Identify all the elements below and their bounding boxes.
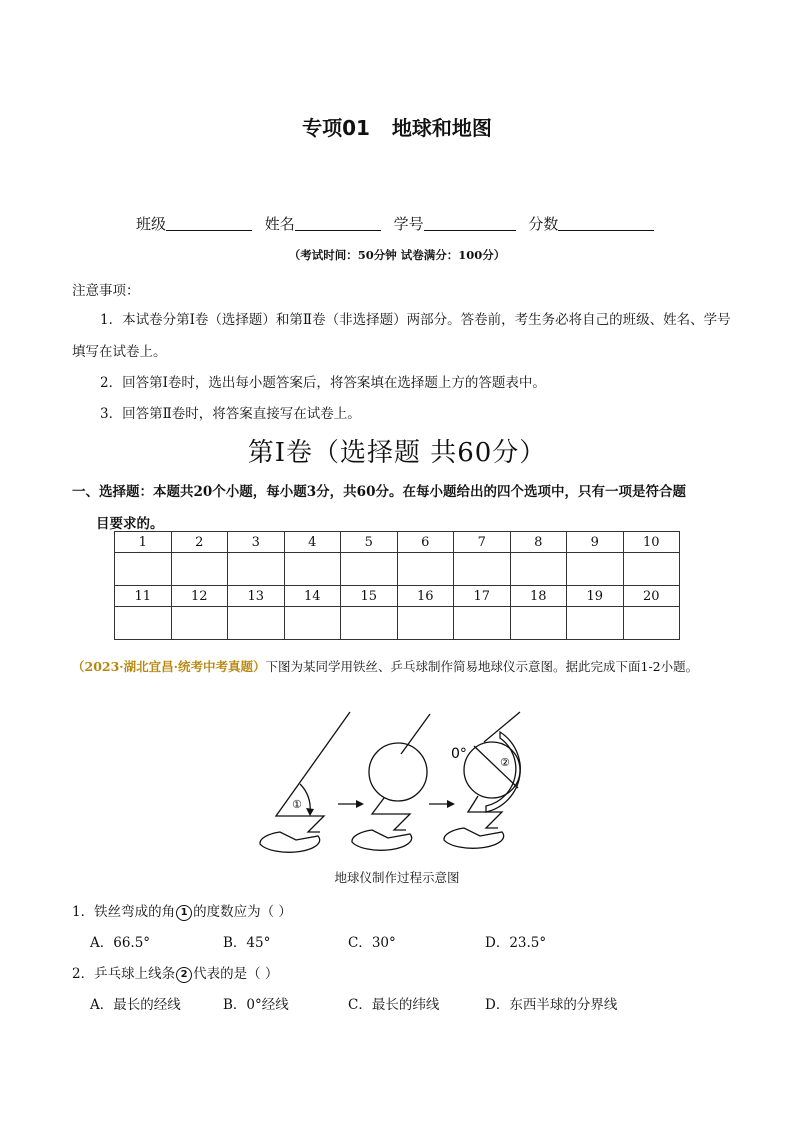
arrow-right-icon bbox=[356, 800, 364, 808]
question-source-paragraph bbox=[72, 650, 732, 684]
globe-making-diagram bbox=[256, 708, 538, 864]
diagram-caption: 地球仪制作过程示意图 bbox=[334, 870, 460, 885]
circled-number-icon: 2 bbox=[176, 967, 192, 983]
student-info-row bbox=[136, 213, 662, 234]
question-text: 1．铁丝弯成的角 bbox=[72, 904, 176, 920]
name-blank[interactable] bbox=[295, 214, 381, 231]
arrow-right-icon bbox=[447, 800, 455, 808]
option-c[interactable]: C．30° bbox=[348, 935, 396, 951]
answer-cell[interactable] bbox=[171, 553, 228, 586]
answer-number: 11 bbox=[115, 586, 172, 607]
exam-info: （考试时间：50分钟 试卷满分：100分） bbox=[288, 248, 506, 262]
answer-number: 16 bbox=[397, 586, 454, 607]
answer-number: 1 bbox=[115, 532, 172, 553]
answer-cell[interactable] bbox=[623, 553, 680, 586]
option-d[interactable]: D．东西半球的分界线 bbox=[485, 997, 618, 1013]
answer-cell[interactable] bbox=[228, 607, 285, 640]
answer-cell[interactable] bbox=[171, 607, 228, 640]
student-id-label: 学号 bbox=[393, 215, 424, 233]
section-title: 第Ⅰ卷（选择题 共60分） bbox=[247, 438, 547, 468]
answer-cell[interactable] bbox=[284, 553, 341, 586]
answer-table bbox=[114, 531, 680, 640]
score-label: 分数 bbox=[528, 215, 559, 233]
answer-number: 4 bbox=[284, 532, 341, 553]
page-title bbox=[0, 112, 794, 141]
line-label: ② bbox=[500, 756, 510, 769]
note-item: 1．本试卷分第Ⅰ卷（选择题）和第Ⅱ卷（非选择题）两部分。答卷前，考生务必将自己的班级、姓名、学号填写在试卷上。 bbox=[72, 312, 731, 360]
angle-label: ① bbox=[292, 798, 302, 811]
name-label: 姓名 bbox=[264, 215, 295, 233]
answer-number: 12 bbox=[171, 586, 228, 607]
answer-cell[interactable] bbox=[510, 607, 567, 640]
pingpong-ball-stage-2 bbox=[369, 743, 427, 801]
question-text: 代表的是（ ） bbox=[193, 966, 279, 982]
question-text: 2．乒乓球上线条 bbox=[72, 966, 176, 982]
answer-cell[interactable] bbox=[284, 607, 341, 640]
class-label: 班级 bbox=[136, 215, 167, 233]
source-tag: （2023·湖北宜昌·统考中考真题） bbox=[72, 659, 266, 674]
answer-cell[interactable] bbox=[510, 553, 567, 586]
title-label: 专项01 bbox=[302, 116, 370, 140]
answer-number: 20 bbox=[623, 586, 680, 607]
answer-number: 3 bbox=[228, 532, 285, 553]
answer-cell[interactable] bbox=[341, 607, 398, 640]
mcq-instructions-line: 一、选择题：本题共20个小题，每小题3分，共60分。在每小题给出的四个选项中，只有一项是符合题 bbox=[72, 484, 686, 500]
student-id-blank[interactable] bbox=[424, 214, 516, 231]
base-stage-2 bbox=[352, 830, 412, 850]
answer-table-number-row bbox=[115, 532, 680, 553]
answer-cell[interactable] bbox=[115, 607, 172, 640]
answer-cell[interactable] bbox=[115, 553, 172, 586]
title-name: 地球和地图 bbox=[391, 116, 492, 140]
base-stage-3 bbox=[444, 828, 504, 848]
answer-number: 10 bbox=[623, 532, 680, 553]
class-blank[interactable] bbox=[166, 214, 252, 231]
option-d[interactable]: D．23.5° bbox=[485, 935, 547, 951]
answer-number: 2 bbox=[171, 532, 228, 553]
answer-number: 19 bbox=[567, 586, 624, 607]
answer-number: 14 bbox=[284, 586, 341, 607]
answer-number: 8 bbox=[510, 532, 567, 553]
option-a[interactable]: A．最长的经线 bbox=[90, 997, 181, 1013]
answer-cell[interactable] bbox=[397, 607, 454, 640]
answer-cell[interactable] bbox=[228, 553, 285, 586]
circled-number-icon: 1 bbox=[176, 905, 192, 921]
wire-stage-2 bbox=[401, 714, 430, 754]
source-text: 下图为某同学用铁丝、乒乓球制作简易地球仪示意图。据此完成下面1-2小题。 bbox=[265, 659, 699, 674]
answer-number: 13 bbox=[228, 586, 285, 607]
answer-table-blank-row bbox=[115, 607, 680, 640]
option-c[interactable]: C．最长的纬线 bbox=[348, 997, 440, 1013]
answer-number: 9 bbox=[567, 532, 624, 553]
answer-cell[interactable] bbox=[397, 553, 454, 586]
answer-cell[interactable] bbox=[567, 607, 624, 640]
notes-title: 注意事项： bbox=[72, 283, 140, 299]
answer-table-blank-row bbox=[115, 553, 680, 586]
answer-cell[interactable] bbox=[567, 553, 624, 586]
answer-number: 6 bbox=[397, 532, 454, 553]
note-item: 2．回答第Ⅰ卷时，选出每小题答案后，将答案填在选择题上方的答题表中。 bbox=[100, 375, 546, 391]
answer-cell[interactable] bbox=[454, 607, 511, 640]
answer-number: 18 bbox=[510, 586, 567, 607]
zero-degree-label: 0° bbox=[451, 746, 467, 762]
answer-cell[interactable] bbox=[623, 607, 680, 640]
answer-number: 17 bbox=[454, 586, 511, 607]
option-a[interactable]: A．66.5° bbox=[90, 935, 151, 951]
answer-number: 5 bbox=[341, 532, 398, 553]
answer-cell[interactable] bbox=[341, 553, 398, 586]
arrow-head-icon bbox=[306, 808, 314, 816]
answer-number: 15 bbox=[341, 586, 398, 607]
wire-stage-3 bbox=[484, 712, 520, 742]
answer-table-number-row bbox=[115, 586, 680, 607]
option-b[interactable]: B．0°经线 bbox=[223, 997, 289, 1013]
mcq-instructions-line: 目要求的。 bbox=[96, 516, 164, 532]
wire-stage-2-bend bbox=[372, 798, 410, 830]
wire-stage-3-bend bbox=[468, 796, 502, 828]
question-2-stem bbox=[72, 962, 278, 983]
score-blank[interactable] bbox=[558, 214, 654, 231]
answer-cell[interactable] bbox=[454, 553, 511, 586]
answer-number: 7 bbox=[454, 532, 511, 553]
question-1-stem bbox=[72, 900, 292, 921]
option-b[interactable]: B．45° bbox=[223, 935, 271, 951]
note-item: 3．回答第Ⅱ卷时，将答案直接写在试卷上。 bbox=[100, 406, 361, 422]
base-stage-1 bbox=[260, 832, 320, 852]
wire-stage-1 bbox=[276, 712, 350, 832]
question-text: 的度数应为（ ） bbox=[193, 904, 292, 920]
